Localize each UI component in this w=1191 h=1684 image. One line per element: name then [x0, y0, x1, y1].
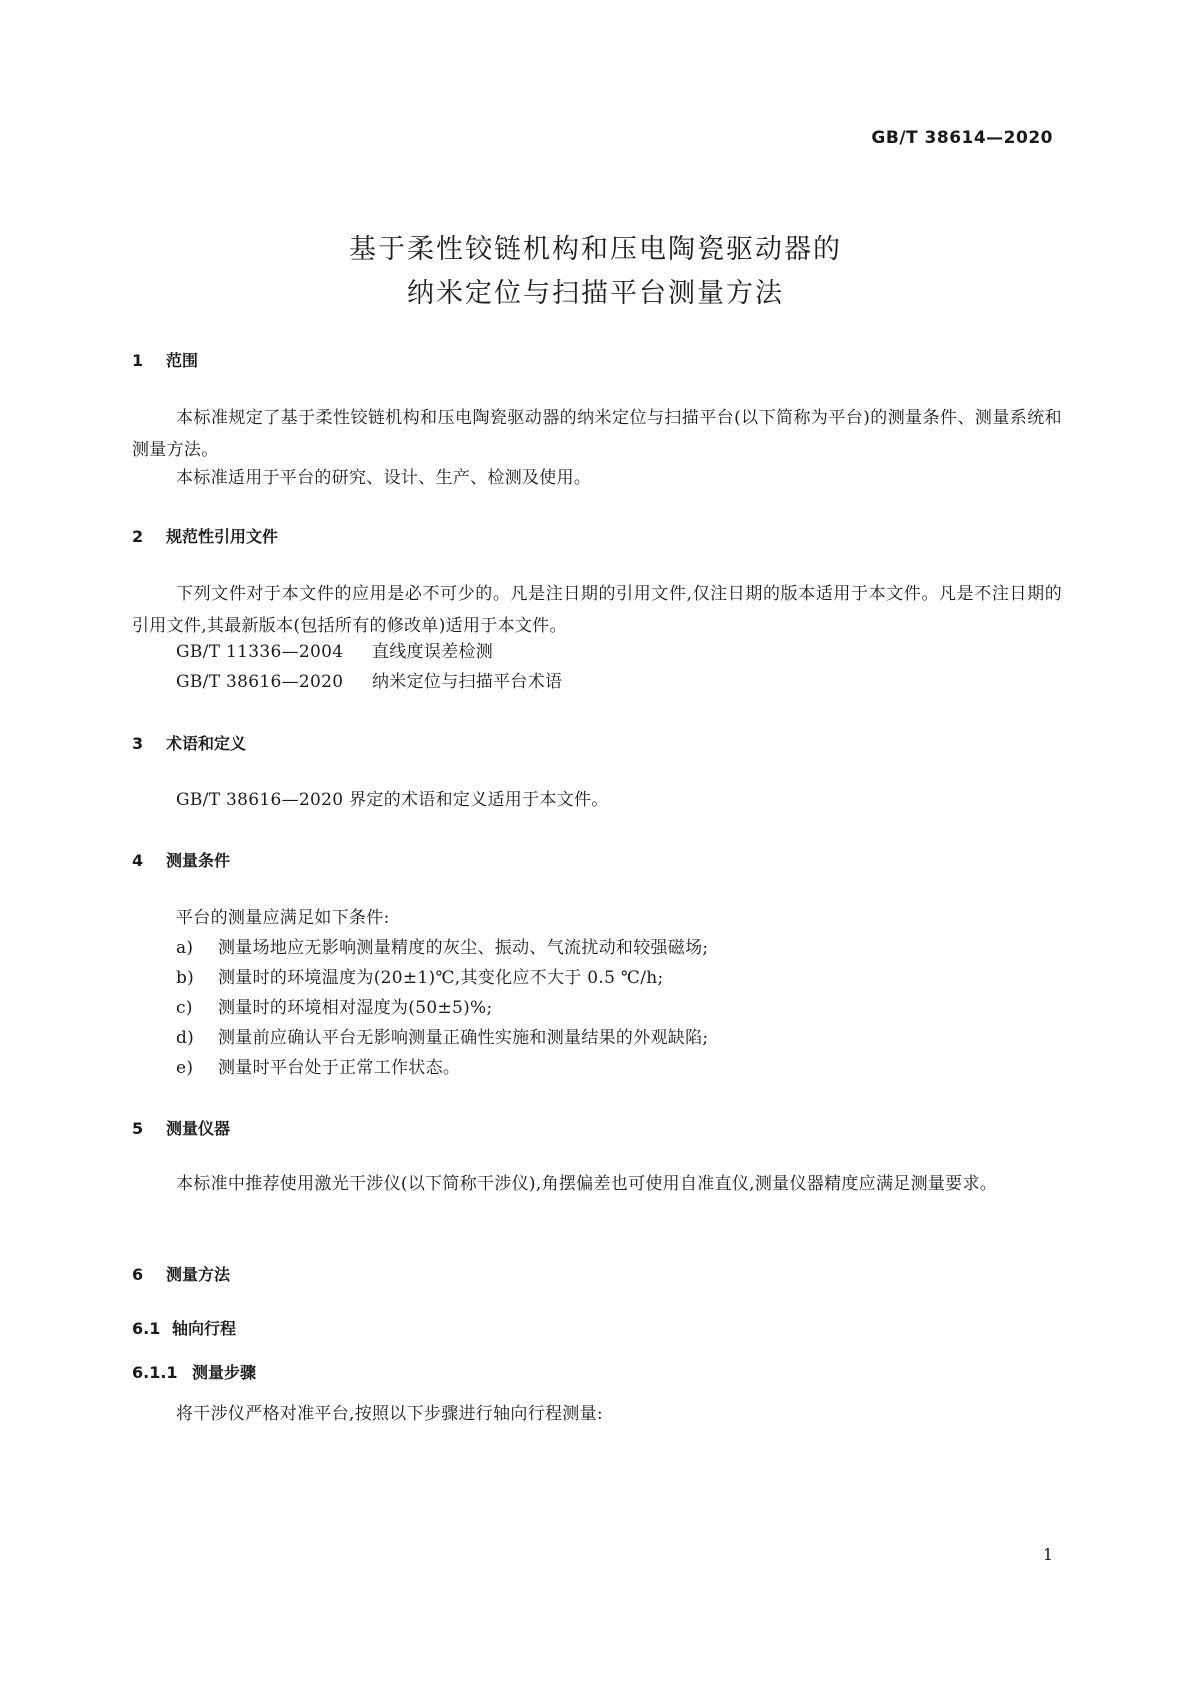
- reference-title: 纳米定位与扫描平台术语: [372, 672, 563, 692]
- section-2-heading: [132, 524, 278, 547]
- document-code: GB/T 38614—2020: [871, 128, 1053, 148]
- list-item-text: 测量时平台处于正常工作状态。: [218, 1058, 461, 1078]
- section-number: 6.1.1: [132, 1363, 178, 1382]
- list-item-label: e): [176, 1058, 194, 1078]
- reference-code: GB/T 38616—2020: [176, 672, 344, 692]
- section-title: 范围: [166, 351, 199, 370]
- title-line-1: 基于柔性铰链机构和压电陶瓷驱动器的: [349, 234, 842, 265]
- reference-item: [176, 636, 493, 668]
- reference-item: [176, 666, 562, 698]
- list-item: [176, 1022, 708, 1054]
- section-6-heading: [132, 1262, 230, 1285]
- section-number: 1: [132, 351, 144, 370]
- section-title: 测量条件: [166, 851, 231, 870]
- reference-title: 直线度误差检测: [372, 642, 494, 662]
- section-1-heading: [132, 348, 198, 371]
- list-item: [176, 1052, 460, 1084]
- section-title: 测量仪器: [166, 1119, 231, 1138]
- section-1-paragraph-1: 本标准规定了基于柔性铰链机构和压电陶瓷驱动器的纳米定位与扫描平台(以下简称为平台)的测量条件、测量系统和测量方法。: [132, 408, 1062, 460]
- section-4-heading: [132, 848, 230, 871]
- section-number: 6.1: [132, 1319, 161, 1338]
- section-3-paragraph-1: GB/T 38616—2020 界定的术语和定义适用于本文件。: [176, 790, 609, 810]
- section-6-1-heading: [132, 1316, 236, 1339]
- section-number: 3: [132, 734, 144, 753]
- list-item-label: b): [176, 968, 195, 988]
- section-5-paragraph-1: 本标准中推荐使用激光干涉仪(以下简称干涉仪),角摆偏差也可使用自准直仪,测量仪器精度应满足测量要求。: [176, 1174, 998, 1194]
- section-number: 6: [132, 1265, 144, 1284]
- section-2-paragraph-1: 下列文件对于本文件的应用是必不可少的。凡是注日期的引用文件,仅注日期的版本适用于本文件。凡是不注日期的引用文件,其最新版本(包括所有的修改单)适用于本文件。: [132, 584, 1062, 636]
- section-title: 术语和定义: [166, 734, 247, 753]
- list-item-text: 测量前应确认平台无影响测量正确性实施和测量结果的外观缺陷;: [218, 1028, 709, 1048]
- title-line-2: 纳米定位与扫描平台测量方法: [407, 278, 784, 309]
- list-item-text: 测量时的环境相对湿度为(50±5)%;: [218, 998, 493, 1018]
- page-number: 1: [1042, 1545, 1053, 1564]
- list-item: [176, 992, 493, 1024]
- list-item-text: 测量时的环境温度为(20±1)℃,其变化应不大于 0.5 ℃/h;: [218, 968, 664, 988]
- section-6-1-1-paragraph-1: 将干涉仪严格对准平台,按照以下步骤进行轴向行程测量:: [176, 1404, 603, 1424]
- section-4-intro: 平台的测量应满足如下条件:: [176, 908, 390, 928]
- list-item-label: a): [176, 938, 194, 958]
- section-number: 2: [132, 527, 144, 546]
- section-number: 5: [132, 1119, 144, 1138]
- section-title: 轴向行程: [172, 1319, 237, 1338]
- section-3-heading: [132, 731, 246, 754]
- section-title: 规范性引用文件: [166, 527, 279, 546]
- section-6-1-1-heading: [132, 1360, 256, 1383]
- list-item: [176, 962, 664, 994]
- list-item: [176, 932, 708, 964]
- list-item-text: 测量场地应无影响测量精度的灰尘、振动、气流扰动和较强磁场;: [218, 938, 709, 958]
- document-title: [0, 228, 1191, 316]
- section-5-heading: [132, 1116, 230, 1139]
- reference-code: GB/T 11336—2004: [176, 642, 344, 662]
- section-1-paragraph-2: 本标准适用于平台的研究、设计、生产、检测及使用。: [176, 468, 592, 488]
- section-title: 测量步骤: [192, 1363, 257, 1382]
- list-item-label: c): [176, 998, 193, 1018]
- section-number: 4: [132, 851, 144, 870]
- list-item-label: d): [176, 1028, 195, 1048]
- section-title: 测量方法: [166, 1265, 231, 1284]
